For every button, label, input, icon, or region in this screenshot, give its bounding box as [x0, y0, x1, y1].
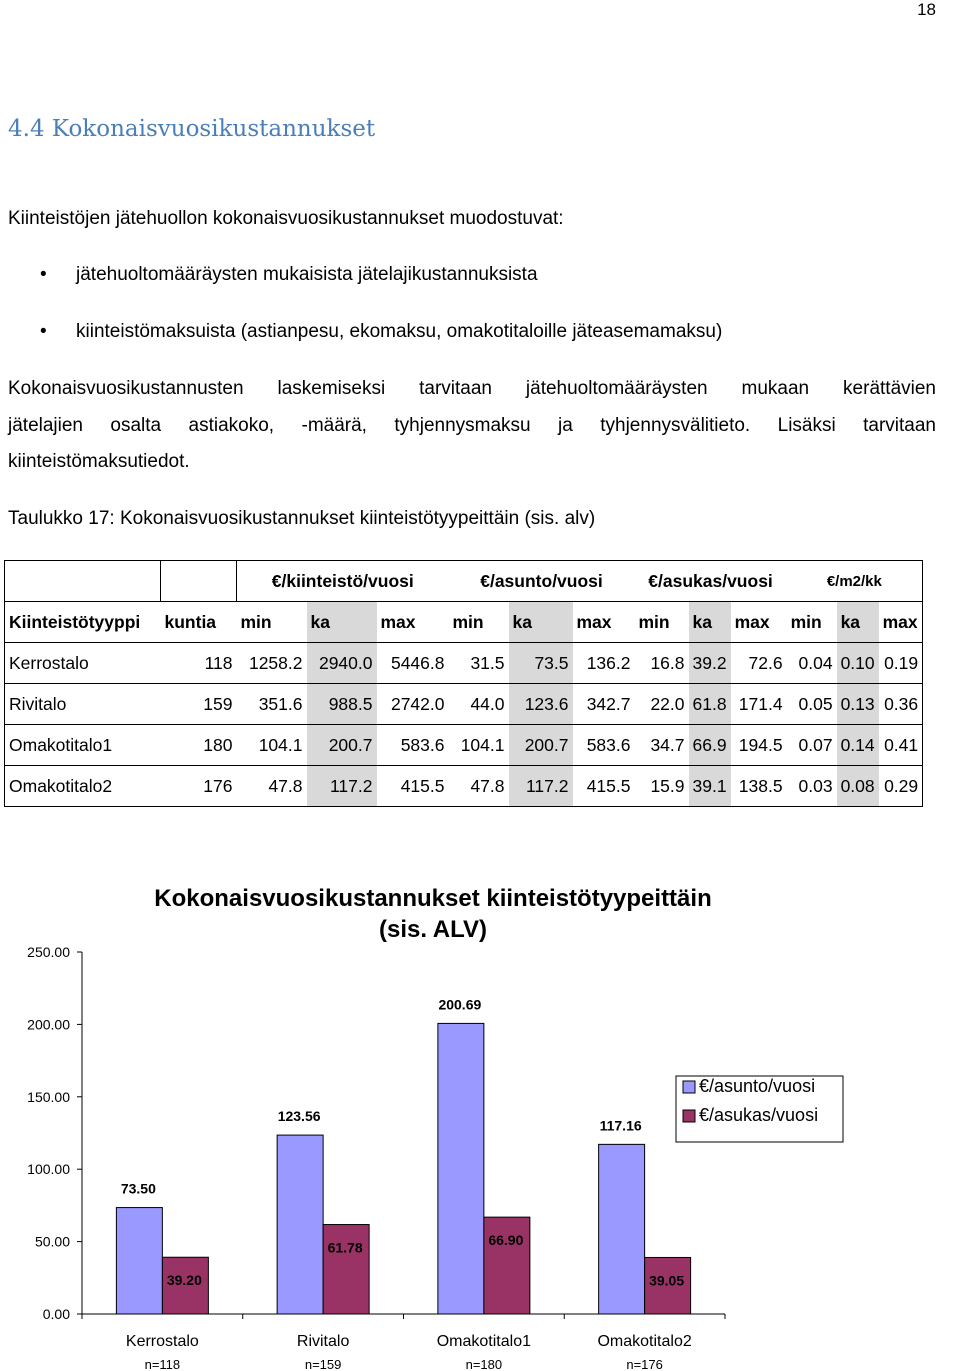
cell-value: 0.13 — [837, 684, 879, 725]
column-header: ka — [689, 602, 731, 643]
data-label-asunto: 117.16 — [599, 1117, 642, 1134]
chart-legend — [676, 1076, 843, 1142]
table-header-empty — [5, 561, 161, 602]
cell-value: 15.9 — [635, 766, 689, 807]
bar-asunto — [277, 1135, 323, 1314]
x-category-label: Rivitalo — [296, 1333, 350, 1350]
x-category-sublabel: n=180 — [465, 1357, 503, 1371]
cell-value: 31.5 — [449, 643, 509, 684]
cell-value: 104.1 — [237, 725, 307, 766]
bullet-item: jätehuoltomääräysten mukaisista jätelajikustannuksista — [76, 264, 538, 285]
cell-value: 2940.0 — [307, 643, 377, 684]
cell-value: 39.1 — [689, 766, 731, 807]
cell-value: 61.8 — [689, 684, 731, 725]
x-category-sublabel: n=176 — [626, 1357, 663, 1371]
paragraph-line — [8, 370, 936, 407]
column-header: ka — [307, 602, 377, 643]
intro-text: Kiinteistöjen jätehuollon kokonaisvuosikustannukset muodostuvat: — [8, 208, 564, 229]
cell-value: 66.9 — [689, 725, 731, 766]
cell-value: 0.05 — [787, 684, 837, 725]
cell-value: 0.14 — [837, 725, 879, 766]
cost-bar-chart — [0, 870, 960, 1371]
cell-value: 2742.0 — [377, 684, 449, 725]
bar-asunto — [599, 1144, 645, 1314]
x-category-sublabel: n=159 — [304, 1357, 342, 1371]
paragraph-line — [8, 407, 936, 444]
table-group-header-row — [5, 561, 923, 602]
chart-bars — [116, 996, 690, 1314]
cell-value: 16.8 — [635, 643, 689, 684]
x-category-label: Omakotitalo1 — [436, 1333, 532, 1350]
cell-value: 583.6 — [573, 725, 635, 766]
column-header: min — [449, 602, 509, 643]
page-number: 18 — [917, 0, 936, 19]
cell-value: 0.04 — [787, 643, 837, 684]
table-row — [5, 684, 923, 725]
cell-value: 47.8 — [449, 766, 509, 807]
legend-label-asukas: €/asukas/vuosi — [699, 1105, 819, 1125]
cell-value: 136.2 — [573, 643, 635, 684]
group-header: €/kiinteistö/vuosi — [237, 561, 449, 602]
column-header: Kiinteistötyyppi — [5, 602, 161, 643]
x-category-label: Kerrostalo — [125, 1333, 199, 1350]
column-header: kuntia — [161, 602, 237, 643]
chart-title-line2: (sis. ALV) — [378, 916, 488, 943]
group-header: €/m2/kk — [787, 561, 923, 602]
column-header: min — [787, 602, 837, 643]
data-label-asunto: 123.56 — [277, 1108, 321, 1125]
y-tick-label: 200.00 — [27, 1016, 70, 1033]
bullet-marker: • — [40, 321, 47, 342]
cell-value: 123.6 — [509, 684, 573, 725]
legend-label-asunto: €/asunto/vuosi — [699, 1076, 816, 1096]
cell-value: 47.8 — [237, 766, 307, 807]
data-label-asukas: 66.90 — [488, 1232, 524, 1249]
data-label-asunto: 200.69 — [438, 996, 482, 1013]
cell-value: 0.29 — [879, 766, 923, 807]
x-category-sublabel: n=118 — [144, 1357, 181, 1371]
y-tick-label: 100.00 — [27, 1161, 70, 1178]
bullet-marker: • — [40, 264, 47, 285]
column-header: max — [879, 602, 923, 643]
paragraph-text: kiinteistömaksutiedot. — [8, 451, 190, 472]
table-row — [5, 725, 923, 766]
cell-value: 200.7 — [307, 725, 377, 766]
cell-value: 171.4 — [731, 684, 787, 725]
cell-value: 118 — [161, 643, 237, 684]
data-label-asukas: 61.78 — [327, 1239, 363, 1256]
column-header: min — [237, 602, 307, 643]
cell-value: 34.7 — [635, 725, 689, 766]
cell-value: 159 — [161, 684, 237, 725]
cell-type: Kerrostalo — [5, 643, 161, 684]
cell-value: 22.0 — [635, 684, 689, 725]
cell-value: 342.7 — [573, 684, 635, 725]
table-row — [5, 643, 923, 684]
table-row — [5, 766, 923, 807]
bullet-item: kiinteistömaksuista (astianpesu, ekomaksu, omakotitaloille jäteasemamaksu) — [76, 321, 723, 342]
cell-value: 0.03 — [787, 766, 837, 807]
cell-value: 0.41 — [879, 725, 923, 766]
cell-type: Omakotitalo2 — [5, 766, 161, 807]
cell-type: Omakotitalo1 — [5, 725, 161, 766]
bar-asunto — [438, 1023, 484, 1314]
group-header: €/asunto/vuosi — [449, 561, 635, 602]
cell-value: 5446.8 — [377, 643, 449, 684]
y-tick-label: 50.00 — [34, 1233, 70, 1250]
cell-value: 0.08 — [837, 766, 879, 807]
cell-value: 0.36 — [879, 684, 923, 725]
cell-value: 104.1 — [449, 725, 509, 766]
cell-value: 176 — [161, 766, 237, 807]
cell-value: 180 — [161, 725, 237, 766]
group-header: €/asukas/vuosi — [635, 561, 787, 602]
table-header-empty — [161, 561, 237, 602]
cell-type: Rivitalo — [5, 684, 161, 725]
cell-value: 200.7 — [509, 725, 573, 766]
cell-value: 138.5 — [731, 766, 787, 807]
cell-value: 583.6 — [377, 725, 449, 766]
bar-asunto — [116, 1208, 162, 1314]
y-tick-label: 150.00 — [27, 1088, 70, 1105]
cell-value: 415.5 — [377, 766, 449, 807]
cell-value: 72.6 — [731, 643, 787, 684]
data-label-asunto: 73.50 — [120, 1180, 156, 1197]
x-category-label: Omakotitalo2 — [597, 1333, 692, 1350]
data-label-asukas: 39.05 — [649, 1272, 685, 1289]
column-header: ka — [837, 602, 879, 643]
cell-value: 1258.2 — [237, 643, 307, 684]
cell-value: 988.5 — [307, 684, 377, 725]
cell-value: 0.07 — [787, 725, 837, 766]
column-header: min — [635, 602, 689, 643]
y-tick-label: 250.00 — [27, 944, 70, 960]
cost-table — [4, 560, 923, 807]
cell-value: 415.5 — [573, 766, 635, 807]
column-header: max — [377, 602, 449, 643]
table-caption: Taulukko 17: Kokonaisvuosikustannukset kiinteistötyypeittäin (sis. alv) — [8, 508, 596, 529]
legend-swatch-asunto — [683, 1081, 695, 1093]
column-header: max — [573, 602, 635, 643]
table-column-header-row — [5, 602, 923, 643]
cell-value: 0.10 — [837, 643, 879, 684]
cell-value: 44.0 — [449, 684, 509, 725]
y-tick-label: 0.00 — [42, 1306, 70, 1322]
cell-value: 351.6 — [237, 684, 307, 725]
bar-asukas — [323, 1225, 369, 1314]
paragraph-text: jätelajien osalta astiakoko, -määrä, tyhjennysmaksu ja tyhjennysvälitieto. Lisäksi tarvitaan — [8, 415, 936, 436]
cell-value: 0.19 — [879, 643, 923, 684]
cell-value: 117.2 — [509, 766, 573, 807]
cell-value: 73.5 — [509, 643, 573, 684]
cell-value: 117.2 — [307, 766, 377, 807]
paragraph-text: Kokonaisvuosikustannusten laskemiseksi tarvitaan jätehuoltomääräysten mukaan kerättävien — [8, 378, 936, 399]
chart-title-line1: Kokonaisvuosikustannukset kiinteistötyypeittäin — [154, 885, 712, 912]
legend-swatch-asukas — [683, 1110, 695, 1122]
column-header: ka — [509, 602, 573, 643]
column-header: max — [731, 602, 787, 643]
section-heading: 4.4 Kokonaisvuosikustannukset — [8, 116, 376, 142]
cell-value: 194.5 — [731, 725, 787, 766]
data-label-asukas: 39.20 — [166, 1272, 202, 1289]
cell-value: 39.2 — [689, 643, 731, 684]
